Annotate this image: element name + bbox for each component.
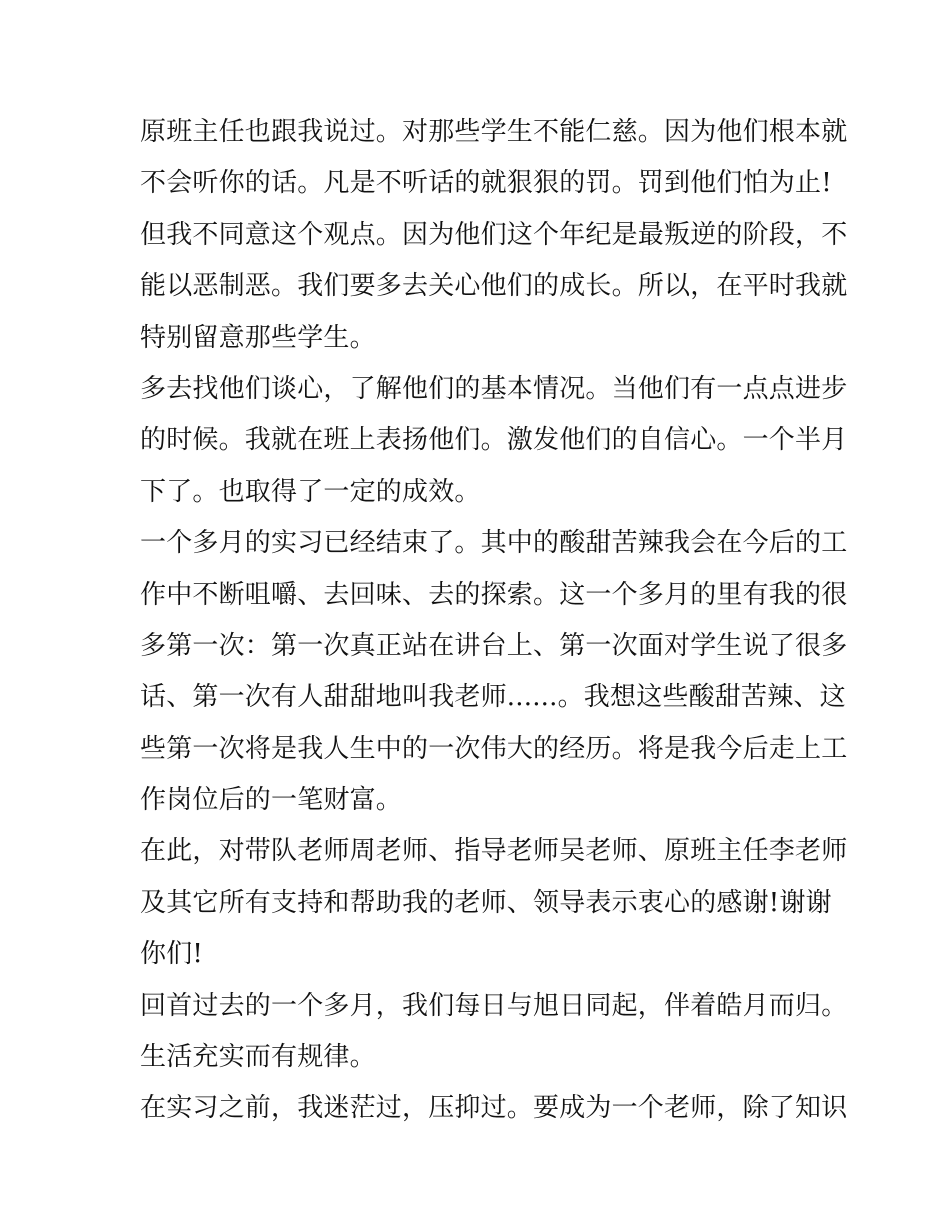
text-line: 的时候。我就在班上表扬他们。激发他们的自信心。一个半月 <box>140 425 848 456</box>
text-line: 你们! <box>140 939 204 970</box>
text-line: 生活充实而有规律。 <box>140 1042 376 1073</box>
text-line: 在实习之前，我迷茫过，压抑过。要成为一个老师，除了知识 <box>140 1093 848 1124</box>
text-line: 及其它所有支持和帮助我的老师、领导表示衷心的感谢!谢谢 <box>140 887 832 918</box>
text-line: 作岗位后的一笔财富。 <box>140 785 403 816</box>
text-line: 回首过去的一个多月，我们每日与旭日同起，伴着皓月而归。 <box>140 990 848 1021</box>
text-line: 在此，对带队老师周老师、指导老师吴老师、原班主任李老师 <box>140 836 848 867</box>
text-line: 多去找他们谈心，了解他们的基本情况。当他们有一点点进步 <box>140 373 848 404</box>
text-line: 能以恶制恶。我们要多去关心他们的成长。所以，在平时我就 <box>140 271 848 302</box>
text-line: 下了。也取得了一定的成效。 <box>140 476 481 507</box>
text-line: 多第一次：第一次真正站在讲台上、第一次面对学生说了很多 <box>140 630 848 661</box>
text-line: 原班主任也跟我说过。对那些学生不能仁慈。因为他们根本就 <box>140 117 848 147</box>
body-text <box>140 107 848 1135</box>
text-line: 作中不断咀嚼、去回味、去的探索。这一个多月的里有我的很 <box>140 579 848 610</box>
text-line: 些第一次将是我人生中的一次伟大的经历。将是我今后走上工 <box>140 733 848 764</box>
text-line: 但我不同意这个观点。因为他们这个年纪是最叛逆的阶段，不 <box>140 219 848 250</box>
text-line: 一个多月的实习已经结束了。其中的酸甜苦辣我会在今后的工 <box>140 528 848 559</box>
text-line: 特别留意那些学生。 <box>140 322 376 353</box>
text-line: 不会听你的话。凡是不听话的就狠狠的罚。罚到他们怕为止! <box>140 168 832 199</box>
text-line: 话、第一次有人甜甜地叫我老师......。我想这些酸甜苦辣、这 <box>140 682 846 713</box>
